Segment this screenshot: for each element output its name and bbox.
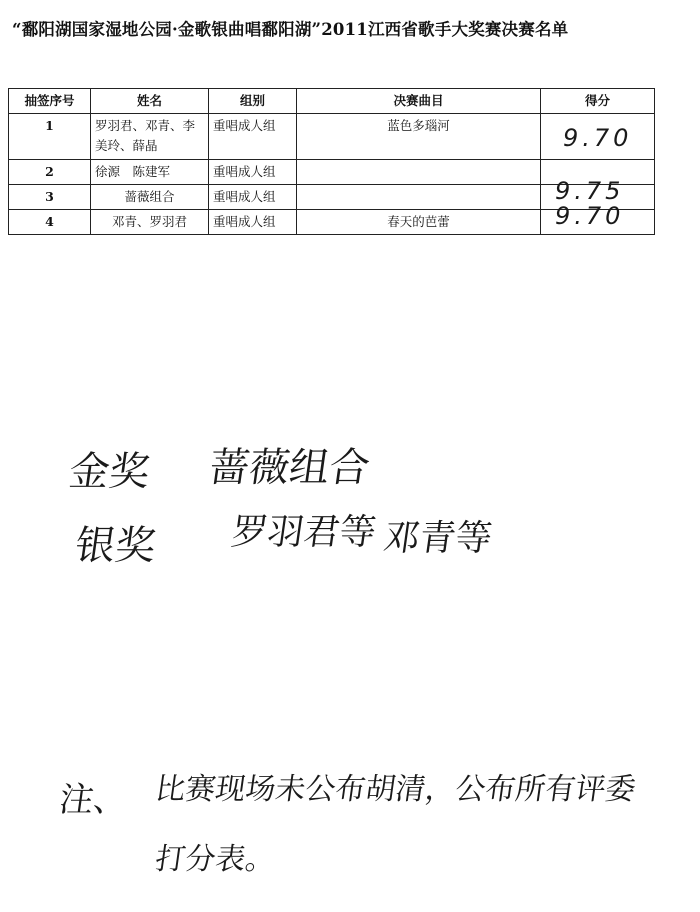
header-draw-number: 抽签序号 — [9, 89, 91, 114]
gold-award-label: 金奖 — [66, 449, 153, 495]
silver-award-winner-2: 邓青等 — [380, 518, 495, 559]
score-cell — [541, 114, 655, 160]
contestant-name: 徐源 陈建军 — [91, 160, 209, 185]
draw-number: 4 — [9, 210, 91, 235]
song-title: 蓝色多瑙河 — [297, 114, 541, 160]
note-line-2: 打分表。 — [153, 842, 278, 877]
song-title — [297, 160, 541, 185]
document-title: “鄱阳湖国家湿地公园·金歌银曲唱鄱阳湖”2011江西省歌手大奖赛决赛名单 — [12, 20, 569, 39]
results-table — [8, 88, 655, 235]
table-header-row — [9, 89, 655, 114]
contestant-group: 重唱成人组 — [209, 185, 297, 210]
contestant-group: 重唱成人组 — [209, 114, 297, 160]
header-group: 组别 — [209, 89, 297, 114]
header-score: 得分 — [541, 89, 655, 114]
draw-number: 1 — [9, 114, 91, 160]
contestant-name: 邓青、罗羽君 — [91, 210, 209, 235]
table-row — [9, 114, 655, 160]
draw-number: 3 — [9, 185, 91, 210]
song-title — [297, 185, 541, 210]
handwritten-score: 9.70 — [555, 202, 625, 230]
gold-award-winner: 蔷薇组合 — [206, 445, 373, 491]
table-row — [9, 210, 655, 235]
silver-award-winner-1: 罗羽君等 — [228, 512, 379, 553]
handwritten-score: 9.75 — [555, 177, 625, 205]
contestant-group: 重唱成人组 — [209, 160, 297, 185]
handwritten-score: 9.70 — [563, 124, 633, 152]
header-name: 姓名 — [91, 89, 209, 114]
contestant-name: 蔷薇组合 — [91, 185, 209, 210]
song-title: 春天的芭蕾 — [297, 210, 541, 235]
header-song: 决赛曲目 — [297, 89, 541, 114]
contestant-name: 罗羽君、邓青、李美玲、薛晶 — [91, 114, 209, 160]
silver-award-label: 银奖 — [72, 523, 159, 569]
draw-number: 2 — [9, 160, 91, 185]
contestant-group: 重唱成人组 — [209, 210, 297, 235]
score-cell — [541, 202, 655, 235]
note-line-1: 比赛现场未公布胡清，公布所有评委 — [153, 772, 638, 807]
note-label: 注、 — [56, 780, 131, 820]
